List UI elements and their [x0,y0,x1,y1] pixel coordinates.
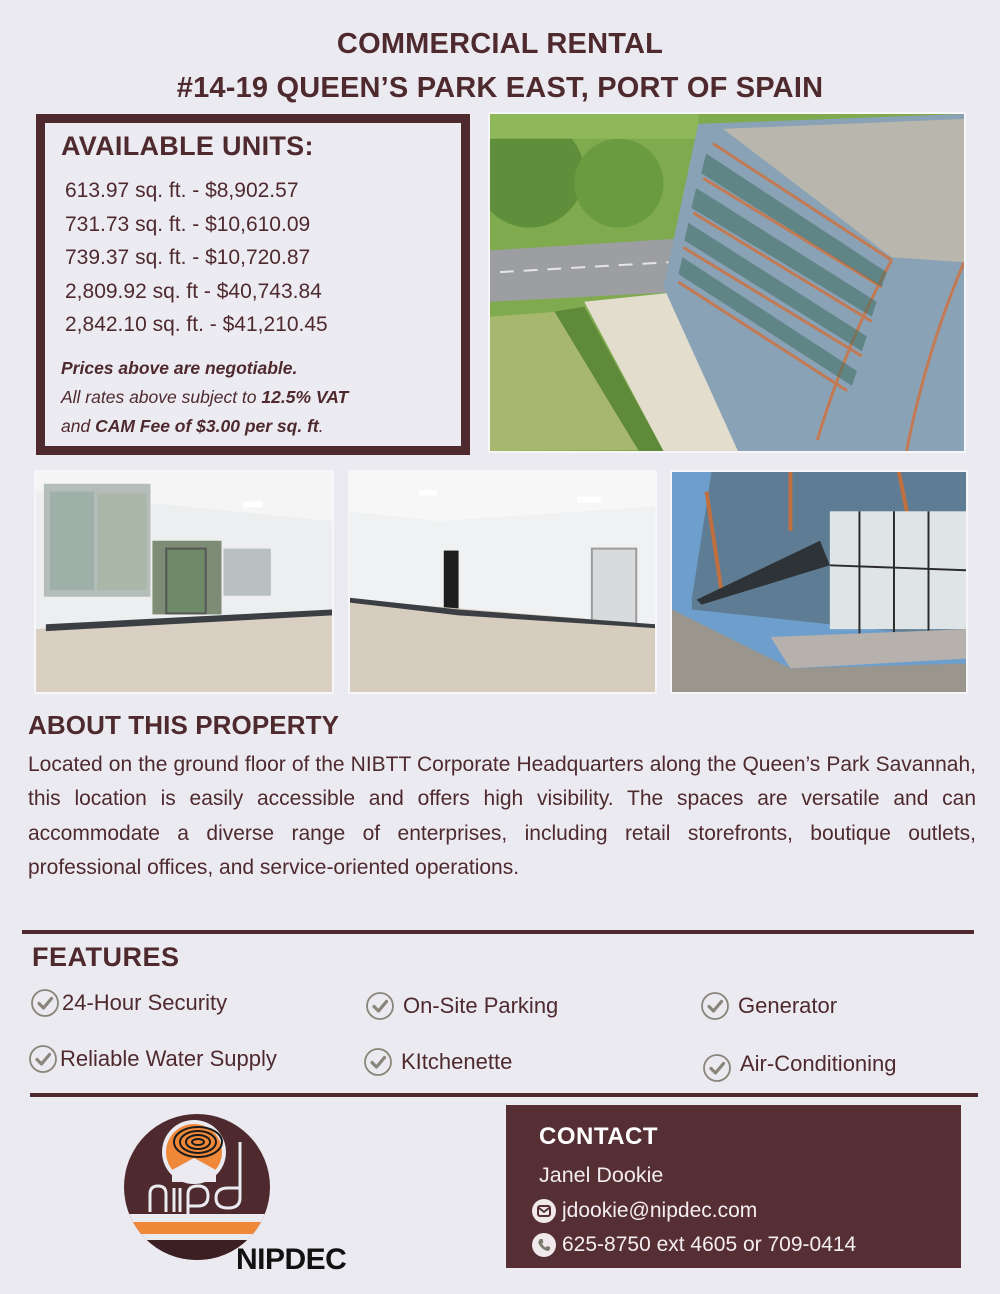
feature-generator [700,991,837,1021]
cam-fee: CAM Fee of $3.00 per sq. ft [95,415,319,436]
phone-icon [532,1233,556,1257]
check-circle-icon [700,991,730,1021]
check-circle-icon [702,1053,732,1083]
feature-label: Generator [738,993,838,1018]
section-divider [22,930,974,934]
vat-value: 12.5% VAT [261,386,349,407]
aerial-building-photo [488,112,966,453]
section-divider [30,1093,978,1097]
interior-storefront-photo [34,470,334,694]
unit-row: 613.97 sq. ft. - $8,902.57 [65,179,299,202]
mail-icon [532,1199,556,1223]
check-circle-icon [28,1044,58,1074]
unit-row: 731.73 sq. ft. - $10,610.09 [65,212,311,236]
page-title-address: #14-19 QUEEN’S PARK EAST, PORT OF SPAIN [176,72,824,104]
contact-name: Janel Dookie [539,1163,664,1187]
period: . [318,415,324,436]
feature-label: On-Site Parking [403,993,559,1018]
feature-label: Air-Conditioning [740,1051,897,1076]
feature-label: Reliable Water Supply [60,1046,277,1071]
feature-24-hour-security [30,988,227,1018]
nipdec-logo [122,1112,272,1262]
feature-air-conditioning [702,1045,897,1083]
feature-label: 24-Hour Security [62,990,228,1015]
check-circle-icon [365,991,395,1021]
unit-row: 739.37 sq. ft. - $10,720.87 [65,246,311,269]
exterior-facade-photo [670,470,968,694]
available-units-box [36,114,470,455]
about-description: Located on the ground floor of the NIBTT Corporate Headquarters along the Queen’s Park Savannah, this location is easily accessible and offers high visibility. The spaces are versatile and can accommodate a diverse range of enterprises, including retail storefronts, boutique outlets, professional offices, and service-oriented operations. [28,753,976,879]
features-heading: FEATURES [32,942,180,972]
check-circle-icon [363,1047,393,1077]
pricing-notes [61,354,461,441]
check-circle-icon [30,988,60,1018]
feature-reliable-water-supply [28,1044,277,1074]
nipdec-wordmark: NIPDEC [236,1243,347,1276]
contact-phone-number[interactable]: 625-8750 ext 4605 or 709-0414 [562,1233,857,1256]
unit-row: 2,842.10 sq. ft. - $41,210.45 [65,313,328,336]
contact-phone-row [532,1233,856,1257]
about-heading: ABOUT THIS PROPERTY [28,710,340,740]
feature-on-site-parking [365,991,558,1021]
negotiable-note: Prices above are negotiable. [61,357,298,378]
page-title-line1: COMMERCIAL RENTAL [336,28,664,60]
units-heading: AVAILABLE UNITS: [61,131,314,161]
feature-kitchenette [363,1047,512,1077]
and-text: and [61,415,96,436]
contact-email-link[interactable]: jdookie@nipdec.com [562,1199,758,1222]
vat-note-prefix: All rates above subject to [61,386,262,407]
feature-label: KItchenette [401,1049,513,1074]
contact-heading: CONTACT [539,1123,659,1150]
contact-email-row [532,1199,757,1223]
interior-room-photo [348,470,657,694]
contact-box [505,1104,962,1269]
unit-row: 2,809.92 sq. ft - $40,743.84 [65,279,322,303]
